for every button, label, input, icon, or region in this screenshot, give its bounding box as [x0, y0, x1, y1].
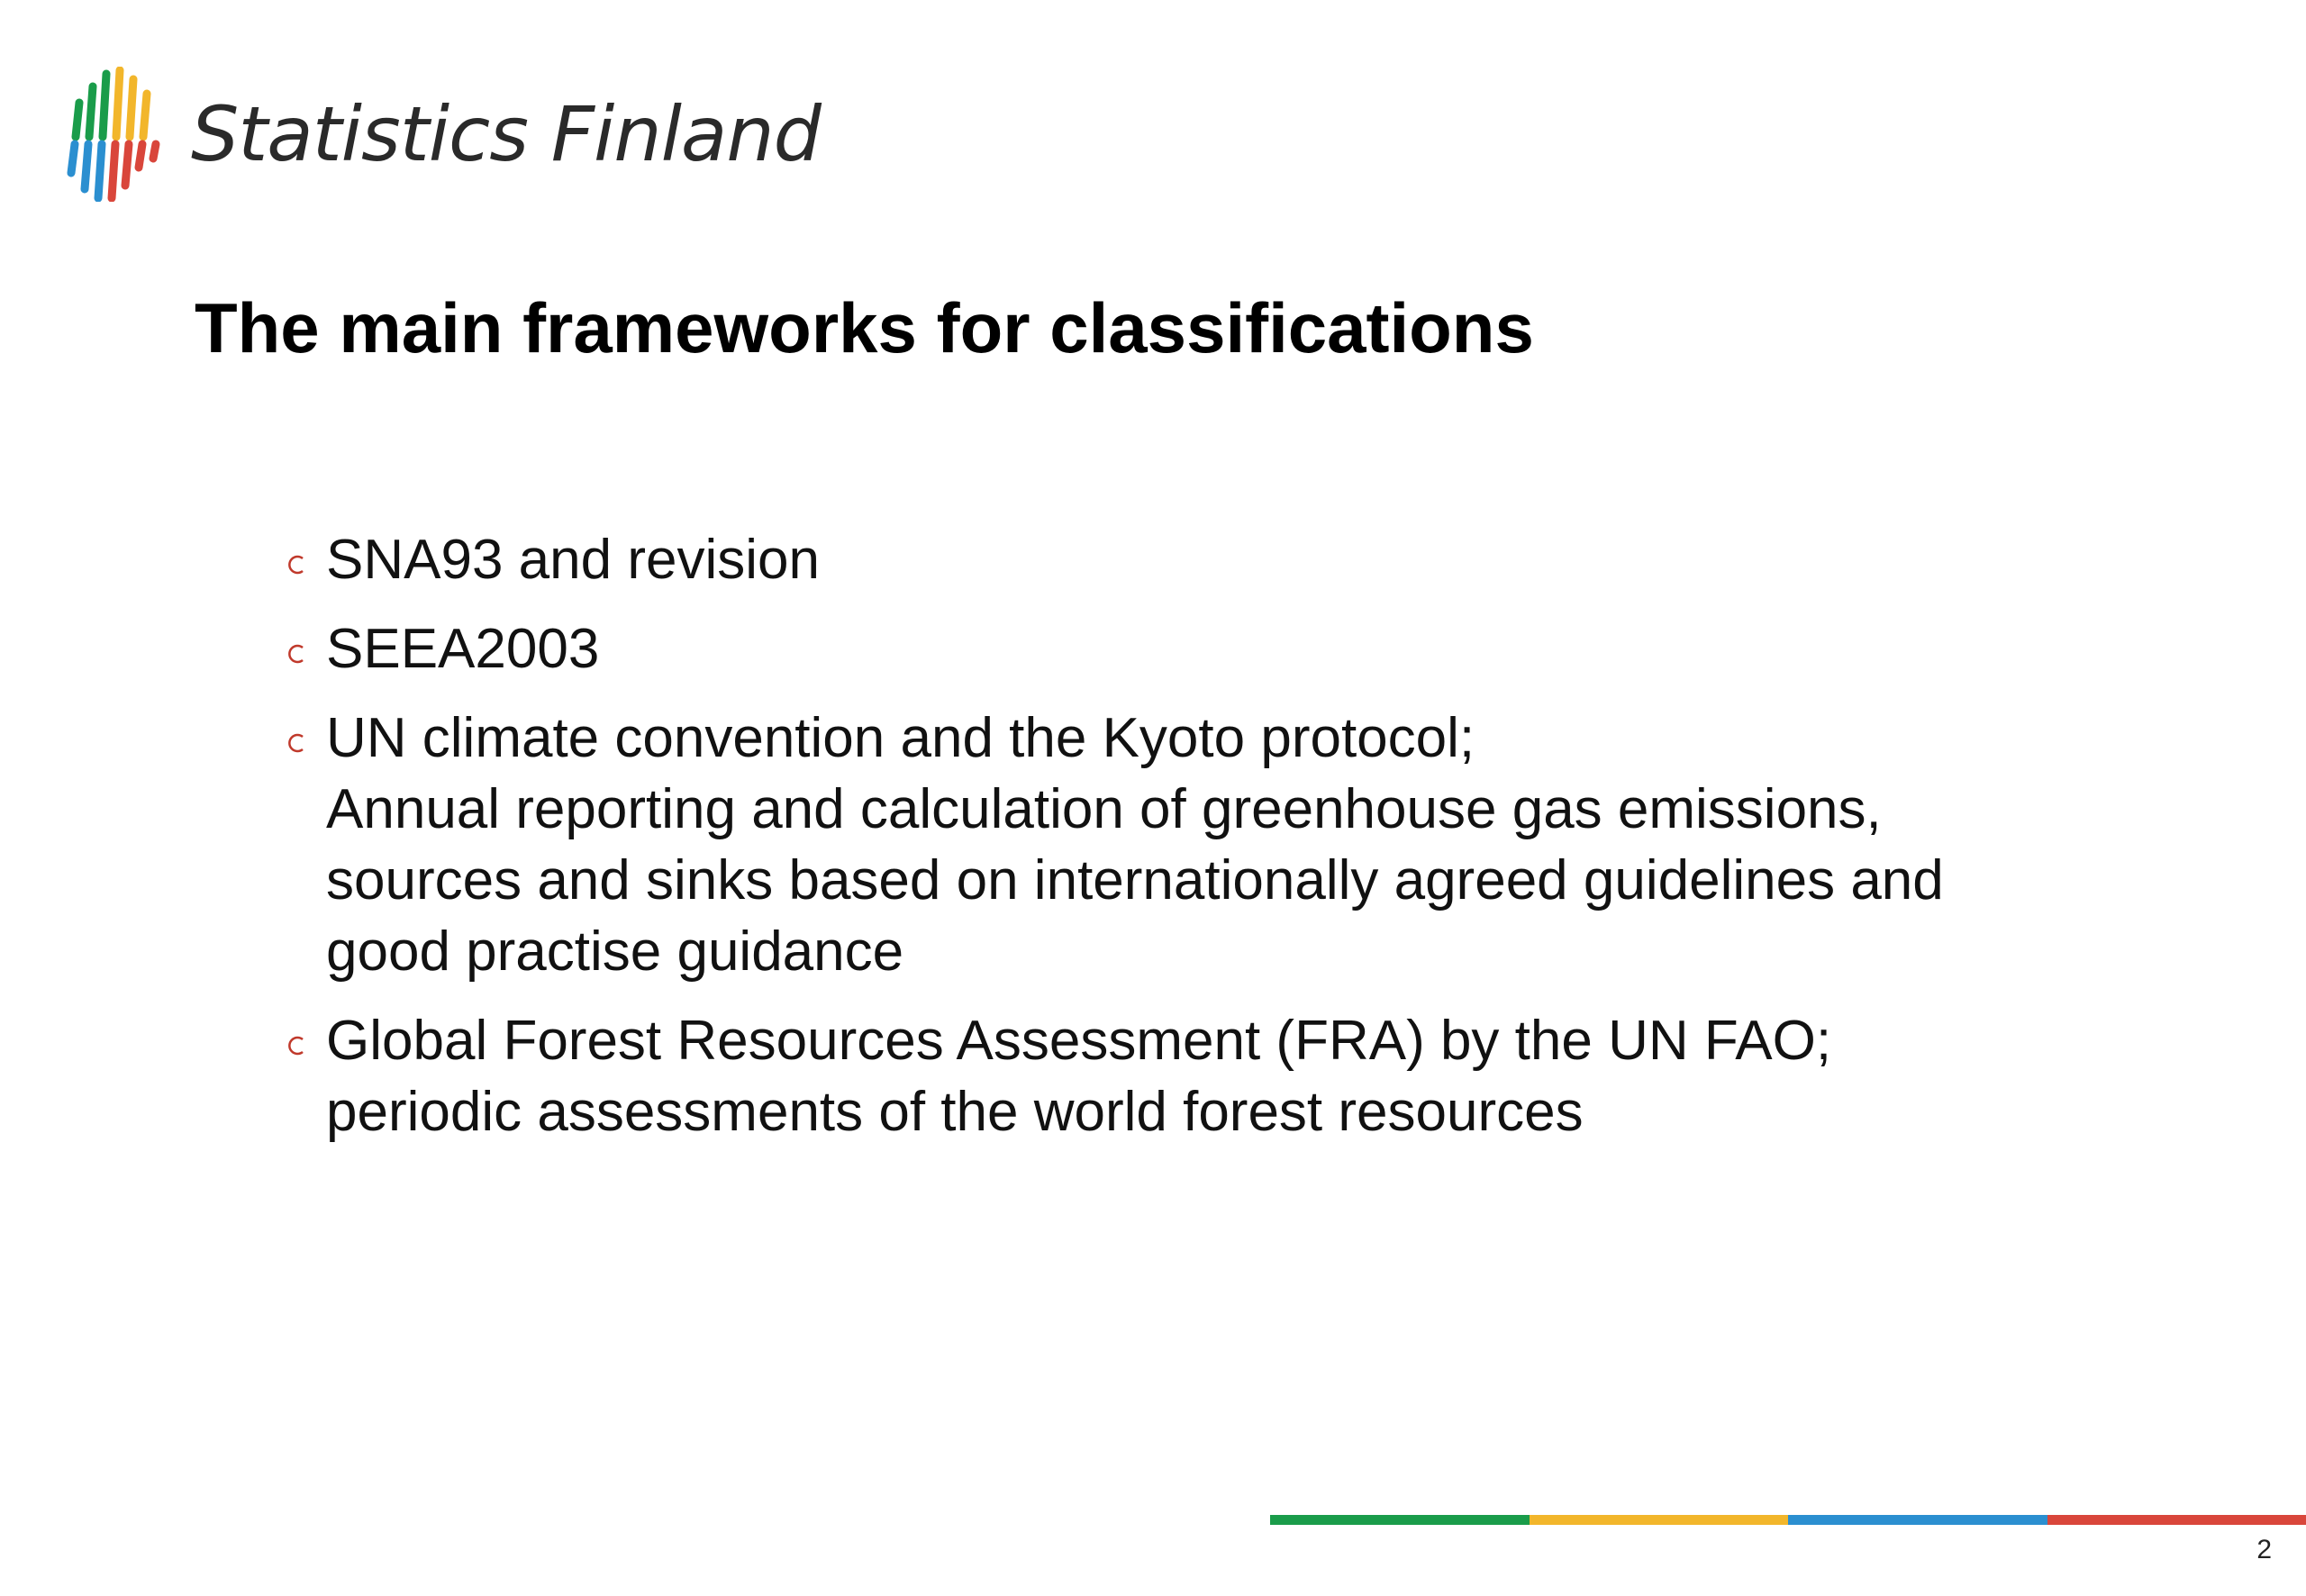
- open-circle-bullet-icon: [285, 642, 308, 666]
- bullet-item-seea2003: [281, 613, 2101, 685]
- bullet-text: [326, 1005, 1831, 1147]
- footer-bar-blue: [1788, 1515, 2047, 1525]
- open-circle-bullet-icon: [285, 1034, 308, 1057]
- bullet-item-kyoto: [281, 703, 2101, 987]
- bullet-line: sources and sinks based on internationally agreed guidelines and: [326, 849, 1944, 911]
- logo: [65, 67, 821, 202]
- logo-text: Statistics Finland: [191, 90, 821, 178]
- bullet-text: [326, 703, 1944, 987]
- statistics-finland-logo-icon: [65, 67, 166, 202]
- bullet-item-sna93: [281, 524, 2101, 595]
- bullet-line: SNA93 and revision: [326, 529, 820, 591]
- bullet-item-fra: [281, 1005, 2101, 1147]
- footer-bar-red: [2047, 1515, 2306, 1525]
- bullet-text: [326, 613, 599, 685]
- bullet-line: UN climate convention and the Kyoto protocol;: [326, 707, 1475, 769]
- bullet-list: [281, 524, 2101, 1165]
- bullet-line: SEEA2003: [326, 618, 600, 680]
- bullet-line: Annual reporting and calculation of greenhouse gas emissions,: [326, 778, 1882, 840]
- bullet-text: [326, 524, 820, 595]
- bullet-line: periodic assessments of the world forest resources: [326, 1081, 1584, 1143]
- bullet-line: Global Forest Resources Assessment (FRA) by the UN FAO;: [326, 1010, 1832, 1072]
- footer-bar-yellow: [1530, 1515, 1789, 1525]
- page-number: 2: [2256, 1535, 2272, 1564]
- footer-bar-green: [1270, 1515, 1530, 1525]
- bullet-line: good practise guidance: [326, 920, 904, 983]
- open-circle-bullet-icon: [285, 731, 308, 755]
- open-circle-bullet-icon: [285, 553, 308, 576]
- footer-color-bar: [1270, 1515, 2306, 1525]
- slide-title: The main frameworks for classifications: [195, 288, 1534, 367]
